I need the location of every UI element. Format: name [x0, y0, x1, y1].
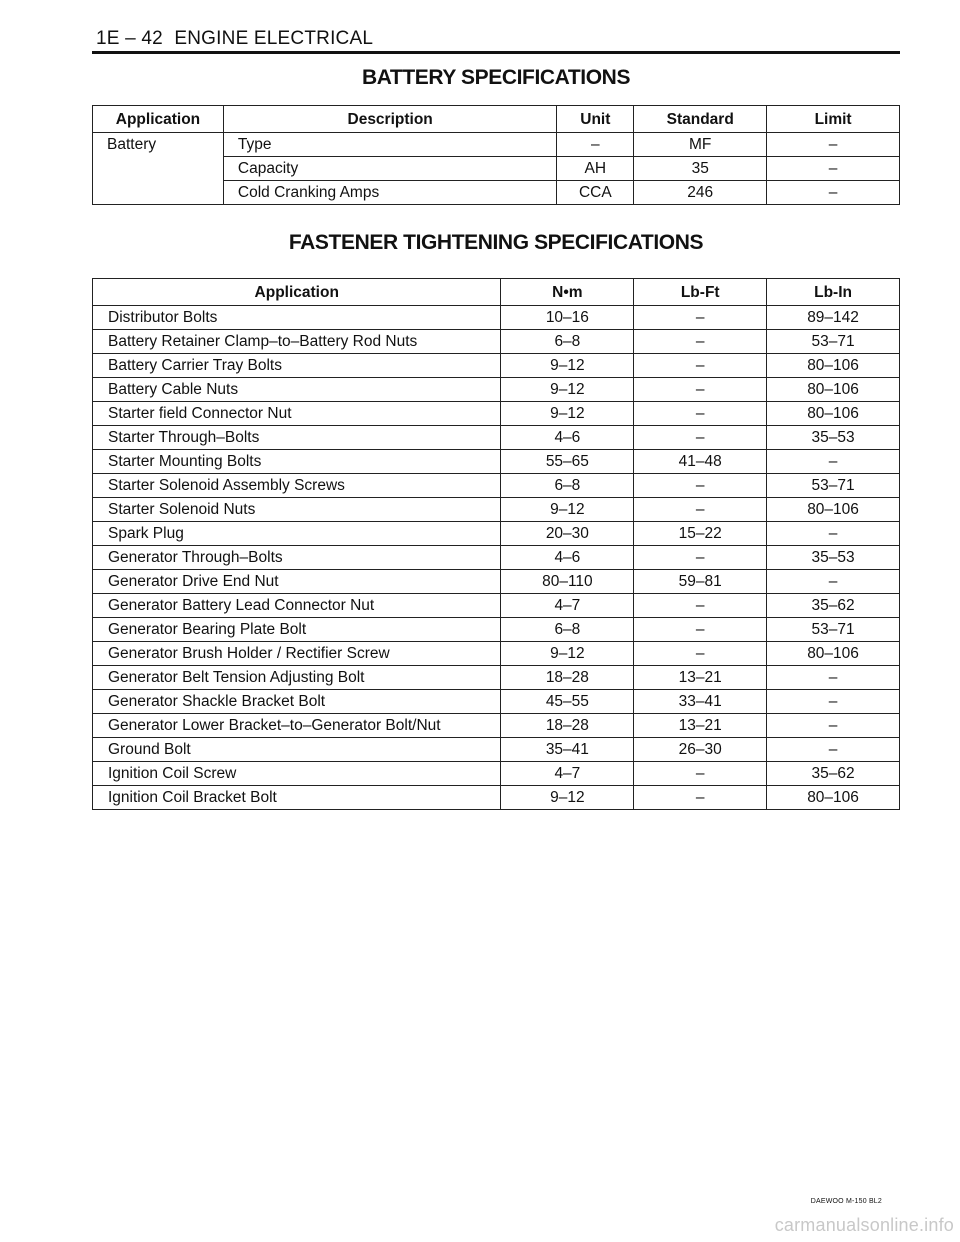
table-cell: Distributor Bolts	[93, 306, 501, 330]
doc-code: DAEWOO M-150 BL2	[810, 1198, 882, 1205]
table-cell: Starter Solenoid Assembly Screws	[93, 474, 501, 498]
table-row	[93, 133, 900, 157]
table-cell: Ground Bolt	[93, 738, 501, 762]
table-cell: –	[767, 133, 900, 157]
table-cell: –	[634, 354, 767, 378]
table-row	[93, 642, 900, 666]
table-cell: Generator Shackle Bracket Bolt	[93, 690, 501, 714]
table-cell: 4–7	[501, 594, 634, 618]
table-cell: 26–30	[634, 738, 767, 762]
table-cell: –	[634, 546, 767, 570]
table-cell: –	[767, 181, 900, 205]
table-cell: AH	[557, 157, 634, 181]
table-cell: 9–12	[501, 498, 634, 522]
battery-spec-title: BATTERY SPECIFICATIONS	[361, 66, 631, 89]
table-row	[93, 738, 900, 762]
table-cell: –	[767, 522, 900, 546]
table-cell: Ignition Coil Bracket Bolt	[93, 786, 501, 810]
table-cell: 6–8	[501, 618, 634, 642]
table-cell: Generator Brush Holder / Rectifier Screw	[93, 642, 501, 666]
table-row	[93, 522, 900, 546]
table-cell: Type	[223, 133, 556, 157]
page-header	[96, 28, 373, 50]
table-cell: 9–12	[501, 378, 634, 402]
battery-spec-table	[92, 105, 900, 205]
table-row	[93, 474, 900, 498]
table-cell: Generator Bearing Plate Bolt	[93, 618, 501, 642]
table-cell: 53–71	[767, 618, 900, 642]
table-cell: 55–65	[501, 450, 634, 474]
table-cell: 4–6	[501, 426, 634, 450]
header-rule	[92, 51, 900, 54]
table-row	[93, 714, 900, 738]
table-cell: 18–28	[501, 666, 634, 690]
table-row	[93, 594, 900, 618]
table-row	[93, 570, 900, 594]
col-header: Application	[93, 279, 501, 306]
table-cell: 59–81	[634, 570, 767, 594]
table-row	[93, 762, 900, 786]
table-cell: 80–106	[767, 498, 900, 522]
table-cell: –	[634, 402, 767, 426]
table-cell: 10–16	[501, 306, 634, 330]
table-cell: Spark Plug	[93, 522, 501, 546]
table-cell: Generator Belt Tension Adjusting Bolt	[93, 666, 501, 690]
table-cell: 41–48	[634, 450, 767, 474]
table-cell: –	[634, 594, 767, 618]
col-header: Limit	[767, 106, 900, 133]
table-row	[93, 690, 900, 714]
table-cell: Starter Mounting Bolts	[93, 450, 501, 474]
table-row	[93, 546, 900, 570]
table-cell: 53–71	[767, 330, 900, 354]
table-cell: 80–106	[767, 642, 900, 666]
table-cell: Battery Carrier Tray Bolts	[93, 354, 501, 378]
table-cell: 33–41	[634, 690, 767, 714]
table-cell: 4–7	[501, 762, 634, 786]
table-row	[93, 378, 900, 402]
col-header: Application	[93, 106, 224, 133]
table-row	[93, 618, 900, 642]
col-header: Lb-In	[767, 279, 900, 306]
page-ref: 1E – 42	[96, 28, 163, 49]
table-cell: Starter field Connector Nut	[93, 402, 501, 426]
table-cell: 80–106	[767, 354, 900, 378]
table-cell: 53–71	[767, 474, 900, 498]
table-cell: –	[767, 450, 900, 474]
table-cell: 20–30	[501, 522, 634, 546]
battery-header-row	[93, 106, 900, 133]
col-header: Standard	[634, 106, 767, 133]
table-cell: 80–106	[767, 786, 900, 810]
battery-application-cell: Battery	[93, 133, 224, 205]
table-cell: Generator Battery Lead Connector Nut	[93, 594, 501, 618]
table-cell: –	[634, 642, 767, 666]
table-row	[93, 306, 900, 330]
table-row	[93, 498, 900, 522]
table-row	[93, 450, 900, 474]
table-cell: 35–53	[767, 546, 900, 570]
table-cell: 9–12	[501, 786, 634, 810]
table-cell: –	[634, 306, 767, 330]
table-cell: 9–12	[501, 642, 634, 666]
table-cell: Cold Cranking Amps	[223, 181, 556, 205]
table-cell: 35	[634, 157, 767, 181]
table-cell: 6–8	[501, 330, 634, 354]
table-cell: Battery Retainer Clamp–to–Battery Rod Nuts	[93, 330, 501, 354]
table-cell: –	[767, 738, 900, 762]
table-cell: Capacity	[223, 157, 556, 181]
fastener-spec-table	[92, 278, 900, 810]
fastener-spec-title: FASTENER TIGHTENING SPECIFICATIONS	[288, 231, 704, 254]
table-cell: 35–41	[501, 738, 634, 762]
table-row	[93, 666, 900, 690]
table-cell: Battery Cable Nuts	[93, 378, 501, 402]
table-cell: 9–12	[501, 354, 634, 378]
table-cell: 6–8	[501, 474, 634, 498]
table-cell: –	[767, 666, 900, 690]
table-cell: 15–22	[634, 522, 767, 546]
watermark-text: carmanualsonline.info	[774, 1215, 954, 1235]
table-cell: –	[634, 762, 767, 786]
table-cell: 4–6	[501, 546, 634, 570]
table-cell: 35–62	[767, 762, 900, 786]
table-cell: 9–12	[501, 402, 634, 426]
table-cell: 45–55	[501, 690, 634, 714]
table-cell: MF	[634, 133, 767, 157]
fastener-header-row	[93, 279, 900, 306]
table-cell: 246	[634, 181, 767, 205]
table-cell: –	[634, 618, 767, 642]
table-cell: 35–53	[767, 426, 900, 450]
table-cell: 35–62	[767, 594, 900, 618]
table-cell: Ignition Coil Screw	[93, 762, 501, 786]
table-row	[93, 354, 900, 378]
table-cell: Starter Solenoid Nuts	[93, 498, 501, 522]
col-header: N•m	[501, 279, 634, 306]
section-name: ENGINE ELECTRICAL	[174, 28, 374, 49]
table-cell: Generator Through–Bolts	[93, 546, 501, 570]
col-header: Unit	[557, 106, 634, 133]
table-cell: –	[634, 426, 767, 450]
table-row	[93, 426, 900, 450]
table-cell: 80–106	[767, 378, 900, 402]
table-cell: –	[634, 330, 767, 354]
table-cell: 80–110	[501, 570, 634, 594]
table-cell: –	[634, 378, 767, 402]
table-cell: –	[634, 786, 767, 810]
table-cell: 89–142	[767, 306, 900, 330]
table-cell: Starter Through–Bolts	[93, 426, 501, 450]
table-cell: 13–21	[634, 666, 767, 690]
table-cell: –	[767, 157, 900, 181]
table-cell: –	[634, 474, 767, 498]
table-cell: Generator Lower Bracket–to–Generator Bolt/Nut	[93, 714, 501, 738]
table-cell: –	[767, 570, 900, 594]
table-row	[93, 330, 900, 354]
table-cell: 80–106	[767, 402, 900, 426]
table-cell: 13–21	[634, 714, 767, 738]
col-header: Description	[223, 106, 556, 133]
table-row	[93, 402, 900, 426]
table-cell: –	[634, 498, 767, 522]
table-cell: –	[767, 714, 900, 738]
col-header: Lb-Ft	[634, 279, 767, 306]
table-cell: –	[557, 133, 634, 157]
table-cell: 18–28	[501, 714, 634, 738]
table-cell: –	[767, 690, 900, 714]
table-cell: CCA	[557, 181, 634, 205]
table-cell: Generator Drive End Nut	[93, 570, 501, 594]
table-row	[93, 786, 900, 810]
